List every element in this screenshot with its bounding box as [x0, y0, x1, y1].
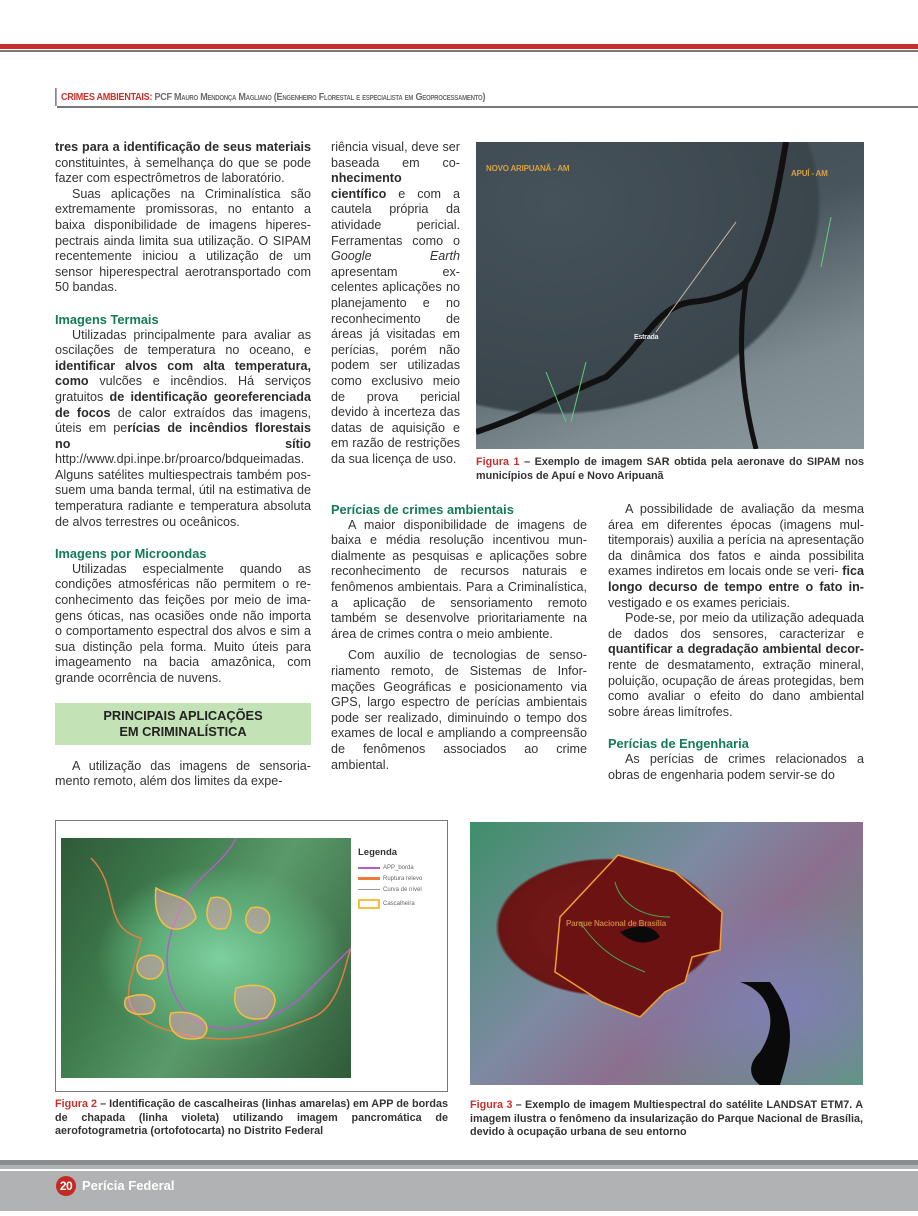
paragraph: A possibilidade de avaliação da mesma área em diferentes épocas (imagens multitemporais) auxilia a perícia na apresentação da dinâmica dos fatos e ainda possibilita exames indiretos em locais onde se veri- fica longo decurso de tempo entre o fato in- vestigado e os exames periciais. — [608, 502, 864, 610]
paragraph: Utilizadas especialmente quando as condições atmosféricas não permitem o reconhecimento das feições por meio de imagens óticas, nas ocasiões onde não importa o comportamento espectral dos alvos e sim a sua distinção pela forma. Muito úteis para imageamento na bacia amazônica, com grande ocorrência de nuvens. — [55, 561, 311, 685]
article-column-2b — [331, 502, 587, 773]
magazine-name: Perícia Federal — [82, 1178, 175, 1193]
paragraph: A utilização das imagens de sensoriamento remoto, além dos limites da expe- — [55, 758, 311, 789]
section-title: CRIMES AMBIENTAIS: — [61, 91, 153, 103]
figure-caption: Figura 2 – Identificação de cascalheiras (linhas amarelas) em APP de bordas de chapada (linha violeta) utilizando imagem pancromática de aerofotogrametria (ortofotocarta) no Distrito Federal — [55, 1098, 448, 1137]
paragraph: A maior disponibilidade de imagens de baixa e média resolução incentivou mundialmente as pesquisas e aplicações sobre reconhecimento de recursos naturais e fenômenos ambientais. Para a Criminalística, a aplicação de sensoriamento remoto também se desenvolve prioritariamente na área de crimes contra o meio ambiente. — [331, 517, 587, 641]
map-label: NOVO ARIPUANÃ - AM — [486, 164, 570, 173]
landsat-image — [470, 822, 863, 1085]
legend-item: Ruptura relevo — [358, 873, 448, 884]
map-legend — [358, 847, 448, 910]
map-overlays — [61, 838, 351, 1078]
legend-swatch — [358, 877, 380, 880]
top-rule-gray — [0, 50, 918, 52]
paragraph: Pode-se, por meio da utilização adequada de dados dos sensores, caracterizar e quantificar a degradação ambiental decor- rente de desmatamento, extração mineral, poluição, ocupação de áreas protegidas, bem como avaliar o efeito do dano ambiental sobre áreas limítrofes. — [608, 611, 864, 719]
subheading-termais: Imagens Termais — [55, 311, 159, 327]
running-head — [55, 88, 485, 106]
subheading-pericias: Perícias de crimes ambientais — [331, 502, 514, 517]
map-label: Estrada — [634, 334, 659, 341]
boxout-line: PRINCIPAIS APLICAÇÕES — [103, 707, 263, 723]
sar-image — [476, 142, 864, 449]
top-rule-red — [0, 44, 918, 49]
subheading-engenharia: Perícias de Engenharia — [608, 736, 749, 752]
park-boundary — [470, 822, 863, 1085]
subheading-microondas: Imagens por Microondas — [55, 546, 207, 562]
map-label: APUÍ - AM — [791, 169, 828, 178]
legend-title: Legenda — [358, 847, 398, 858]
article-column-3 — [608, 502, 864, 783]
river-lines — [476, 142, 864, 449]
legend-item: APP_borda — [358, 862, 448, 873]
orthophoto-map — [55, 820, 448, 1092]
legend-swatch — [358, 889, 380, 890]
running-head-rule — [57, 106, 918, 108]
paragraph: As perícias de crimes relacionados a obras de engenharia podem servir-se do — [608, 751, 864, 782]
map-label: Parque Nacional de Brasília — [566, 919, 666, 928]
section-boxout — [55, 703, 311, 745]
legend-swatch — [358, 867, 380, 869]
aerial-photo — [61, 838, 351, 1078]
figure-1 — [476, 142, 864, 483]
boxout-line: EM CRIMINALÍSTICA — [119, 723, 247, 739]
article-column-1 — [55, 140, 311, 790]
paragraph: Suas aplicações na Criminalística são extremamente promissoras, no entanto a baixa disponibilidade de imagens hiperespectrais ainda limita sua utilização. O SIPAM recentemente iniciou a utilização de um sensor hiperespectral aerotransportado com 50 bandas. — [55, 186, 311, 295]
figure-caption: Figura 1 – Exemplo de imagem SAR obtida pela aeronave do SIPAM nos municípios de Apuí e Novo Aripuanã — [476, 456, 865, 482]
paragraph: riência visual, deve ser baseada em co-nhecimento científico e com a cautela própria da atividade pericial. Ferramentas como o Google Earth apresentam excelentes aplicações no planejamento e no reconhecimento de áreas já visitadas em perícias, porém não podem ser utilizadas como exclusivo meio de prova pericial devido à incerteza das datas de aquisição e em razão de restrições da sua licença de uso. — [331, 140, 460, 466]
paragraph: Utilizadas principalmente para avaliar as oscilações de temperatura no oceano, e identificar alvos com alta temperatura, como vulcões e incêndios. Há serviços gratuitos de identificação georeferenciada de focos de calor extraídos das imagens, úteis em perícias de incêndios florestais no sítio http://www.dpi.inpe.br/proarco/bdqueimadas. Alguns satélites multiespectrais também possuem uma banda termal, útil na estimativa de temperatura radiante e temperatura absoluta de alvos terrestres ou oceânicos. — [55, 327, 312, 529]
paragraph: tres para a identificação de seus materiais constituintes, à semelhança do que se pode fazer com espectrômetros de laboratório. — [55, 140, 311, 186]
footer-rule-mid — [0, 1165, 918, 1169]
figure-3 — [470, 822, 863, 1140]
legend-item: Curva de nível — [358, 884, 448, 895]
figure-caption: Figura 3 – Exemplo de imagem Multiespectral do satélite LANDSAT ETM7. A imagem ilustra o fenômeno da insularização do Parque Nacional de Brasília, devido à ocupação urbana de seu entorno — [470, 1099, 863, 1138]
legend-item: Cascalheira — [358, 897, 448, 910]
legend-swatch — [358, 899, 380, 909]
figure-2 — [55, 820, 448, 1139]
paragraph: Com auxílio de tecnologias de sensoriamento remoto, de Sistemas de Informações Geográficas e posicionamento via GPS, largo espectro de perícias ambientais pode ser realizado, diminuindo o tempo dos exames de local e ampliando a compreensão de fenômenos associados ao crime ambiental. — [331, 648, 587, 772]
page-number-badge: 20 — [56, 1176, 76, 1196]
article-column-2 — [331, 140, 460, 467]
author-line: PCF Mauro Mendonça Magliano (Engenheiro Florestal e especialista em Geoprocessamento) — [154, 91, 486, 103]
